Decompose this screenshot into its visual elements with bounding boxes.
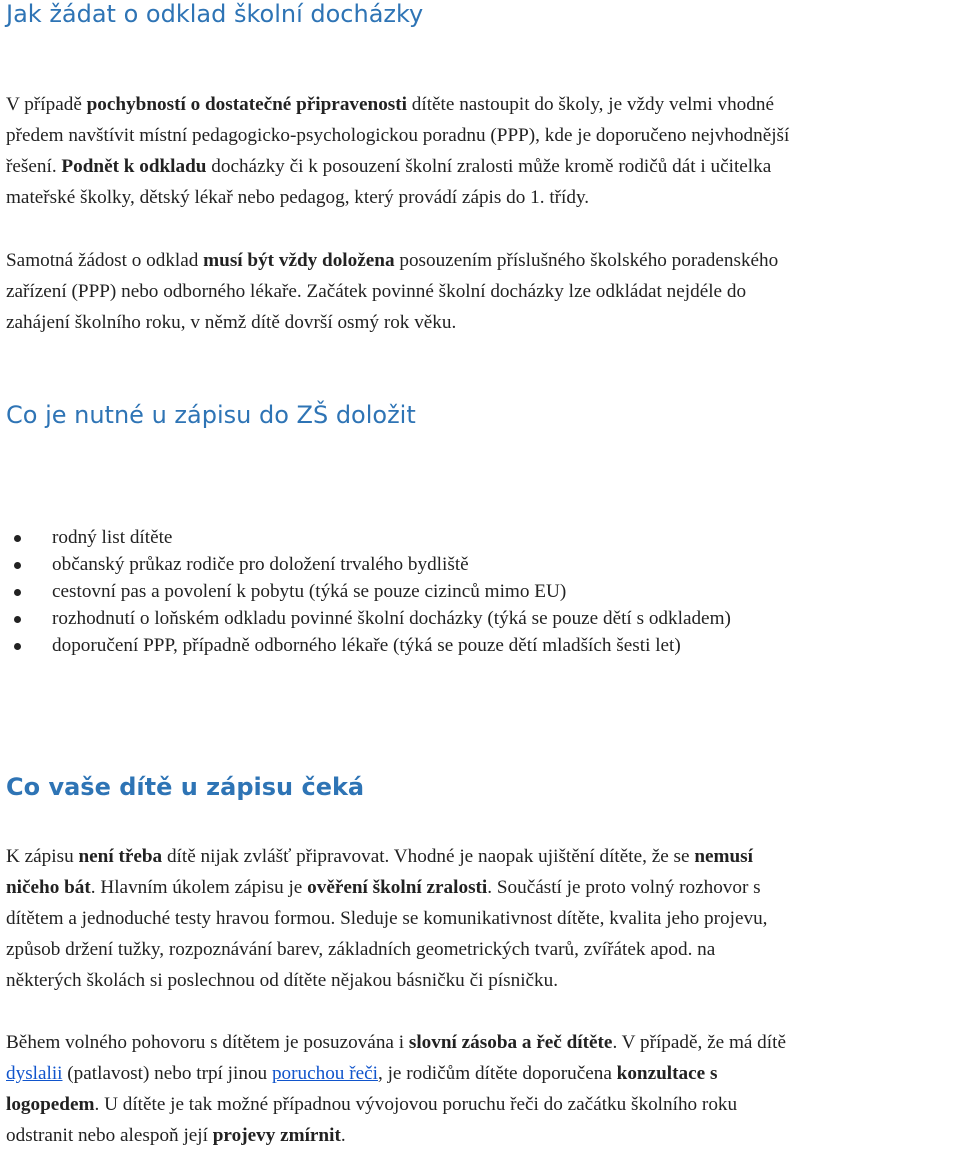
- list-item: [6, 605, 731, 632]
- text-line: způsob držení tužky, rozpoznávání barev, základních geometrických tvarů, zvířátek apod. na: [6, 939, 716, 960]
- text-run: Během volného pohovoru s dítětem je posuzována i: [6, 1032, 409, 1053]
- text-run: . Součástí je proto volný rozhovor s: [487, 877, 761, 898]
- emphasis-text: musí být vždy doložena: [203, 250, 395, 271]
- bullet-icon: [14, 643, 21, 650]
- text-line: zahájení školního roku, v němž dítě dovrší osmý rok věku.: [6, 312, 457, 333]
- emphasis-text: projevy zmírnit: [212, 1125, 341, 1146]
- text-line: [6, 151, 954, 182]
- text-line: některých školách si poslechnou od dítěte nějakou básničku či písničku.: [6, 970, 559, 991]
- paragraph-zadost: [6, 245, 954, 338]
- text-run: .: [340, 1125, 346, 1146]
- list-item-text: občanský průkaz rodiče pro doložení trvalého bydliště: [52, 554, 469, 575]
- text-line: [6, 89, 954, 120]
- emphasis-text: slovní zásoba a řeč dítěte: [408, 1032, 613, 1053]
- heading-odklad: Jak žádat o odklad školní docházky: [6, 0, 424, 28]
- text-line: [6, 872, 954, 903]
- text-line: [6, 1027, 954, 1058]
- emphasis-text: nemusí: [694, 846, 753, 867]
- text-run: . Hlavním úkolem zápisu je: [90, 877, 308, 898]
- list-item: [6, 578, 731, 605]
- list-item: [6, 551, 731, 578]
- text-run: , je rodičům dítěte doporučena: [377, 1063, 617, 1084]
- text-run: K zápisu: [6, 846, 79, 867]
- text-line: [6, 1089, 954, 1120]
- bullet-icon: [14, 562, 21, 569]
- bullet-icon: [14, 616, 21, 623]
- text-run: dítě nijak zvlášť připravovat. Vhodné je naopak ujištění dítěte, že se: [162, 846, 695, 867]
- link-dyslalie[interactable]: dyslalii: [6, 1063, 63, 1084]
- list-item: [6, 524, 731, 551]
- emphasis-text: ověření školní zralosti: [307, 877, 488, 898]
- list-item-text: doporučení PPP, případně odborného lékaře (týká se pouze dětí mladších šesti let): [52, 635, 681, 656]
- text-run: docházky či k posouzení školní zralosti může kromě rodičů dát i učitelka: [206, 156, 772, 177]
- bullet-icon: [14, 589, 21, 596]
- text-line: [6, 245, 954, 276]
- text-run: dítěte nastoupit do školy, je vždy velmi vhodné: [406, 94, 774, 115]
- emphasis-text: logopedem: [6, 1094, 95, 1115]
- text-line: [6, 1120, 954, 1151]
- text-line: [6, 1058, 954, 1089]
- emphasis-text: není třeba: [78, 846, 163, 867]
- text-run: (patlavost) nebo trpí jinou: [62, 1063, 272, 1084]
- paragraph-pohovor: [6, 1027, 954, 1151]
- text-line: mateřské školky, dětský lékař nebo pedagog, který provádí zápis do 1. třídy.: [6, 187, 590, 208]
- documents-list: [6, 524, 731, 659]
- text-line: [6, 841, 954, 872]
- text-run: . V případě, že má dítě: [612, 1032, 786, 1053]
- text-run: . U dítěte je tak možné případnou vývojovou poruchu řeči do začátku školního roku: [94, 1094, 738, 1115]
- text-line: zařízení (PPP) nebo odborného lékaře. Začátek povinné školní docházky lze odkládat nejdéle do: [6, 281, 747, 302]
- heading-dolozit: Co je nutné u zápisu do ZŠ doložit: [6, 401, 416, 429]
- paragraph-zapis: [6, 841, 954, 996]
- text-line: předem navštívit místní pedagogicko-psychologickou poradnu (PPP), kde je doporučeno nejvhodnější: [6, 125, 790, 146]
- heading-co-ceka: Co vaše dítě u zápisu čeká: [6, 773, 365, 801]
- link-porucha-reci[interactable]: poruchou řeči: [271, 1063, 378, 1084]
- text-run: odstranit nebo alespoň její: [6, 1125, 213, 1146]
- emphasis-text: ničeho bát: [6, 877, 91, 898]
- list-item-text: rodný list dítěte: [52, 527, 173, 548]
- list-item: [6, 632, 731, 659]
- bullet-icon: [14, 535, 21, 542]
- list-item-text: cestovní pas a povolení k pobytu (týká se pouze cizinců mimo EU): [52, 581, 567, 602]
- text-line: dítětem a jednoduché testy hravou formou. Sleduje se komunikativnost dítěte, kvalita jeho projevu,: [6, 908, 768, 929]
- text-run: řešení.: [6, 156, 62, 177]
- paragraph-pochybnosti: [6, 89, 954, 213]
- list-item-text: rozhodnutí o loňském odkladu povinné školní docházky (týká se pouze dětí s odkladem): [52, 608, 731, 629]
- emphasis-text: konzultace s: [616, 1063, 718, 1084]
- text-run: Samotná žádost o odklad: [6, 250, 204, 271]
- text-run: posouzením příslušného školského poradenského: [394, 250, 779, 271]
- emphasis-text: Podnět k odkladu: [61, 156, 207, 177]
- text-run: V případě: [6, 94, 87, 115]
- emphasis-text: pochybností o dostatečné připravenosti: [86, 94, 407, 115]
